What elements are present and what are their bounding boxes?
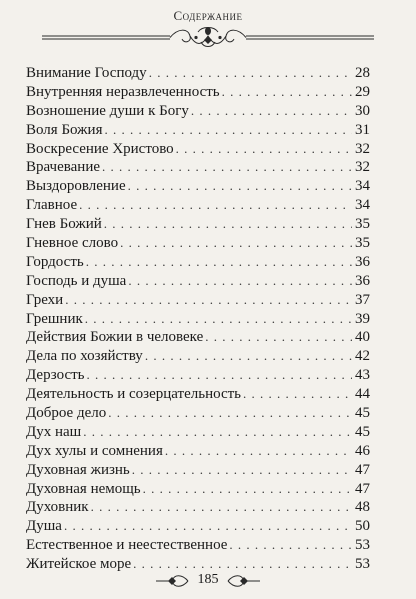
toc-entry-page: 35 — [355, 235, 370, 252]
toc-entry[interactable] — [26, 461, 370, 480]
toc-leader-dots — [104, 215, 352, 234]
toc-entry-title: Дела по хозяйству — [26, 348, 143, 365]
toc-leader-dots — [222, 83, 352, 102]
toc-leader-dots — [83, 423, 352, 442]
toc-leader-dots — [128, 177, 352, 196]
toc-entry-page: 35 — [355, 216, 370, 233]
toc-entry-page: 34 — [355, 178, 370, 195]
toc-entry-page: 48 — [355, 499, 370, 516]
toc-entry-page: 40 — [355, 329, 370, 346]
table-of-contents — [26, 64, 370, 574]
toc-entry-page: 39 — [355, 310, 370, 327]
toc-entry-page: 47 — [355, 461, 370, 478]
toc-leader-dots — [85, 310, 352, 329]
running-title: Содержание — [173, 8, 243, 23]
toc-leader-dots — [205, 328, 352, 347]
toc-entry-title: Дерзость — [26, 367, 85, 384]
toc-entry-title: Гнев Божий — [26, 216, 102, 233]
toc-entry-title: Главное — [26, 197, 78, 214]
toc-entry[interactable] — [26, 158, 370, 177]
toc-entry-page: 32 — [355, 159, 370, 176]
toc-entry[interactable] — [26, 536, 370, 555]
toc-entry[interactable] — [26, 310, 370, 329]
page-number: 185 — [197, 572, 219, 587]
toc-entry-title: Внимание Господу — [26, 65, 147, 81]
toc-entry-title: Внутренняя неразвлеченность — [26, 83, 220, 100]
toc-entry-page: 29 — [355, 83, 370, 100]
toc-entry-title: Душа — [26, 518, 62, 535]
toc-entry-title: Действия Божии в человеке — [26, 329, 204, 346]
toc-entry-title: Гордость — [26, 253, 84, 270]
toc-entry-title: Господь и душа — [26, 272, 127, 289]
toc-entry-title: Грехи — [26, 291, 64, 308]
toc-entry[interactable] — [26, 423, 370, 442]
toc-entry[interactable] — [26, 234, 370, 253]
toc-entry-page: 50 — [355, 518, 370, 535]
toc-entry-page: 36 — [355, 253, 370, 270]
toc-entry[interactable] — [26, 140, 370, 159]
toc-leader-dots — [87, 366, 352, 385]
toc-entry-title: Духовная немощь — [26, 480, 141, 497]
toc-leader-dots — [65, 291, 352, 310]
header-ornament-icon — [38, 22, 378, 50]
toc-entry-title: Дух хулы и сомнения — [26, 442, 163, 459]
toc-entry-page: 28 — [355, 65, 370, 81]
toc-entry[interactable] — [26, 366, 370, 385]
toc-entry-page: 45 — [355, 423, 370, 440]
toc-entry-title: Духовная жизнь — [26, 461, 130, 478]
toc-leader-dots — [79, 196, 352, 215]
toc-entry[interactable] — [26, 480, 370, 499]
toc-entry[interactable] — [26, 328, 370, 347]
toc-leader-dots — [243, 385, 352, 404]
toc-entry-page: 36 — [355, 272, 370, 289]
page-footer — [0, 570, 416, 592]
toc-entry[interactable] — [26, 177, 370, 196]
toc-leader-dots — [132, 461, 352, 480]
toc-entry[interactable] — [26, 215, 370, 234]
toc-entry[interactable] — [26, 272, 370, 291]
toc-entry[interactable] — [26, 64, 370, 83]
toc-entry-page: 42 — [355, 348, 370, 365]
toc-entry[interactable] — [26, 102, 370, 121]
toc-entry[interactable] — [26, 347, 370, 366]
toc-entry[interactable] — [26, 498, 370, 517]
toc-entry-title: Дух наш — [26, 423, 82, 440]
toc-leader-dots — [104, 121, 352, 140]
toc-entry[interactable] — [26, 253, 370, 272]
toc-entry-title: Грешник — [26, 310, 83, 327]
toc-entry-title: Воскресение Христово — [26, 140, 174, 157]
toc-leader-dots — [176, 140, 352, 159]
toc-entry-page: 45 — [355, 405, 370, 422]
toc-entry-page: 43 — [355, 367, 370, 384]
toc-entry-title: Врачевание — [26, 159, 101, 176]
toc-entry-page: 47 — [355, 480, 370, 497]
toc-leader-dots — [229, 536, 352, 555]
toc-entry-title: Духовник — [26, 499, 89, 516]
toc-leader-dots — [149, 64, 352, 83]
toc-entry-page: 37 — [355, 291, 370, 308]
toc-entry-page: 44 — [355, 386, 370, 403]
toc-entry[interactable] — [26, 385, 370, 404]
toc-leader-dots — [145, 347, 352, 366]
toc-leader-dots — [108, 404, 352, 423]
toc-entry[interactable] — [26, 442, 370, 461]
toc-leader-dots — [64, 517, 352, 536]
toc-entry-title: Возношение души к Богу — [26, 102, 189, 119]
toc-entry-title: Воля Божия — [26, 121, 103, 138]
toc-entry-title: Доброе дело — [26, 405, 107, 422]
toc-entry[interactable] — [26, 291, 370, 310]
toc-entry[interactable] — [26, 83, 370, 102]
toc-leader-dots — [191, 102, 352, 121]
toc-entry[interactable] — [26, 121, 370, 140]
toc-leader-dots — [143, 480, 352, 499]
toc-entry-page: 53 — [355, 537, 370, 554]
toc-entry-title: Естественное и неестественное — [26, 537, 228, 554]
toc-entry-title: Выздоровление — [26, 178, 126, 195]
toc-entry-page: 34 — [355, 197, 370, 214]
toc-leader-dots — [120, 234, 352, 253]
toc-leader-dots — [102, 158, 352, 177]
toc-entry-title: Житейское море — [26, 556, 132, 573]
toc-leader-dots — [165, 442, 352, 461]
toc-entry-title: Гневное слово — [26, 235, 119, 252]
toc-entry-title: Деятельность и созерцательность — [26, 386, 242, 403]
toc-entry[interactable] — [26, 517, 370, 536]
toc-entry-page: 53 — [355, 556, 370, 573]
toc-entry[interactable] — [26, 196, 370, 215]
toc-leader-dots — [86, 253, 352, 272]
toc-entry-page: 32 — [355, 140, 370, 157]
toc-entry-page: 31 — [355, 121, 370, 138]
toc-entry-page: 30 — [355, 102, 370, 119]
toc-entry[interactable] — [26, 404, 370, 423]
toc-leader-dots — [128, 272, 352, 291]
toc-entry-page: 46 — [355, 442, 370, 459]
toc-leader-dots — [91, 498, 352, 517]
